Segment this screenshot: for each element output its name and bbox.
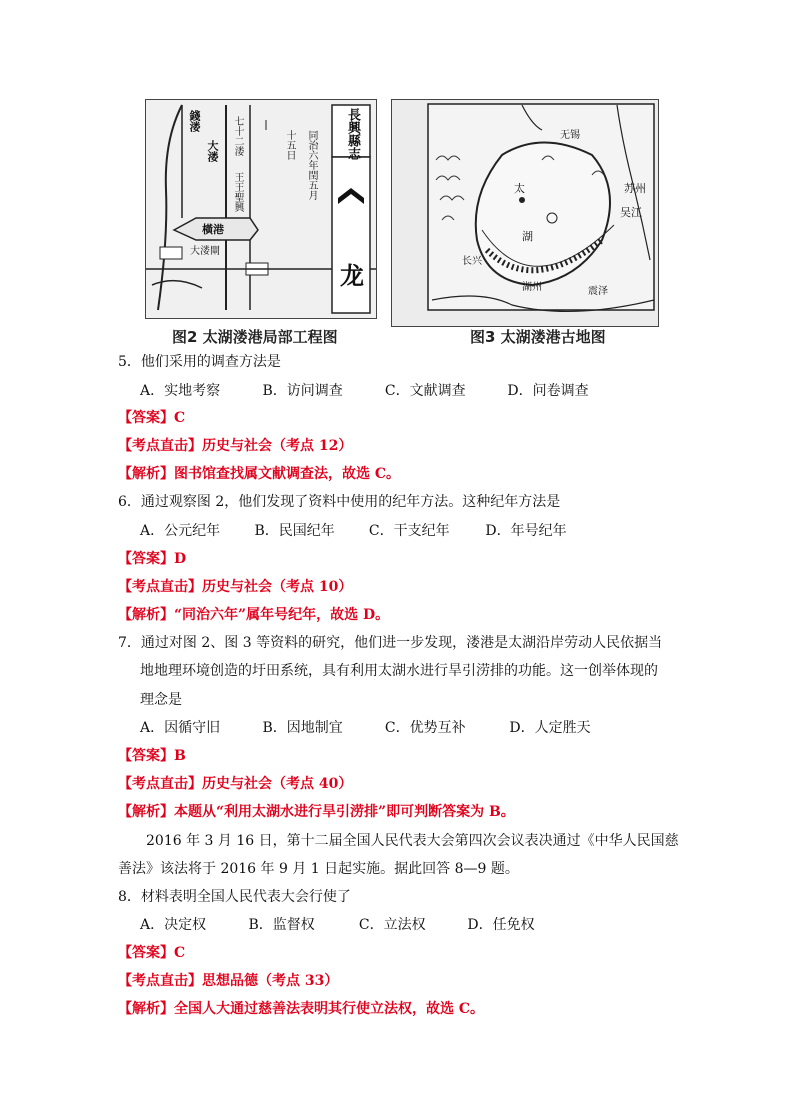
fig2-vertical-text-3: 七十二溇 — [232, 116, 243, 156]
q7-stem-line-2: 地地理环境创造的圩田系统，具有利用太湖水进行旱引涝排的功能。这一创举体现的 — [140, 663, 658, 679]
q8-stem: 8．材料表明全国人民代表大会行使了 — [118, 889, 351, 905]
q6-option-a: A．公元纪年 — [140, 523, 221, 539]
q8-option-b: B．监督权 — [248, 917, 315, 933]
fig2-left-column-1: 錢溇 — [188, 110, 201, 132]
q8-point: 【考点直击】思想品德（考点 33） — [118, 973, 339, 989]
map-label-zhenze: 震泽 — [588, 286, 608, 297]
q5-point: 【考点直击】历史与社会（考点 12） — [118, 438, 353, 454]
map-label-huzhou: 湖州 — [522, 282, 542, 293]
q7-option-a: A．因循守旧 — [140, 720, 221, 736]
map-label-tai: 太 — [514, 182, 525, 195]
material-line-1: 2016 年 3 月 16 日，第十二届全国人民代表大会第四次会议表决通过《中华人民国慈 — [146, 833, 679, 849]
q7-answer: 【答案】B — [118, 748, 186, 764]
q6-option-c: C．干支纪年 — [368, 523, 450, 539]
figure-3-ancient-map — [391, 99, 659, 327]
q6-answer: 【答案】D — [118, 551, 187, 567]
map-label-suzhou: 苏州 — [624, 182, 646, 195]
fig2-left-column-2: 大溇 — [206, 140, 219, 162]
fig2-vertical-text-2: 十五日 — [284, 130, 295, 160]
q5-stem: 5．他们采用的调查方法是 — [118, 354, 281, 370]
q6-option-d: D．年号纪年 — [485, 523, 567, 539]
q6-point: 【考点直击】历史与社会（考点 10） — [118, 579, 353, 595]
q5-option-a: A．实地考察 — [140, 383, 221, 399]
q6-option-b: B．民国纪年 — [254, 523, 335, 539]
q8-option-c: C．立法权 — [358, 917, 426, 933]
q8-answer: 【答案】C — [118, 945, 186, 961]
fig2-gate-label: 橫港 — [202, 223, 224, 236]
q5-option-b: B．访问调查 — [262, 383, 343, 399]
q5-option-c: C．文献调查 — [384, 383, 466, 399]
q7-option-c: C．优势互补 — [384, 720, 466, 736]
q8-options — [140, 914, 535, 934]
map-label-wujiang: 吴江 — [620, 206, 642, 219]
map-label-changxing: 长兴 — [462, 256, 482, 267]
q7-analysis: 【解析】本题从“利用太湖水进行旱引涝排”即可判断答案为 B。 — [118, 804, 515, 820]
q5-option-d: D．问卷调查 — [507, 383, 589, 399]
fig2-bottom-glyph: 龙 — [340, 261, 364, 290]
material-line-2: 善法》该法将于 2016 年 9 月 1 日起实施。据此回答 8—9 题。 — [118, 861, 519, 877]
map-label-lake: 湖 — [522, 230, 533, 243]
fig2-vertical-text-1: 同治六年閏五月 — [306, 130, 317, 200]
q7-options — [140, 717, 591, 737]
q6-stem: 6．通过观察图 2，他们发现了资料中使用的纪年方法。这种纪年方法是 — [118, 494, 561, 510]
q8-option-d: D．任免权 — [467, 917, 535, 933]
figure-2-engineering-drawing — [145, 99, 377, 319]
q7-option-b: B．因地制宜 — [262, 720, 343, 736]
fig2-title: 長興縣志 — [345, 108, 360, 160]
q8-analysis: 【解析】全国人大通过慈善法表明其行使立法权，故选 C。 — [118, 1001, 485, 1017]
q7-stem-line-1: 7．通过对图 2、图 3 等资料的研究，他们进一步发现，溇港是太湖沿岸劳动人民依据当 — [118, 635, 663, 651]
q6-analysis: 【解析】“同治六年”属年号纪年，故选 D。 — [118, 607, 390, 623]
q7-option-d: D．人定胜天 — [509, 720, 591, 736]
q8-option-a: A．决定权 — [140, 917, 207, 933]
q5-analysis: 【解析】图书馆查找属文献调查法，故选 C。 — [118, 466, 401, 482]
q6-options — [140, 520, 567, 540]
figure-3-caption: 图3 太湖溇港古地图 — [470, 328, 606, 346]
figure-2-caption: 图2 太湖溇港局部工程图 — [172, 328, 338, 346]
q5-answer: 【答案】C — [118, 410, 186, 426]
fig2-vertical-text-4: 王王聖興 — [232, 172, 243, 212]
q7-stem-line-3: 理念是 — [140, 692, 182, 708]
map-label-wuxi: 无锡 — [560, 130, 580, 141]
fig2-gate-label-2: 大溇閘 — [190, 246, 220, 257]
q7-point: 【考点直击】历史与社会（考点 40） — [118, 776, 353, 792]
q5-options — [140, 380, 589, 400]
